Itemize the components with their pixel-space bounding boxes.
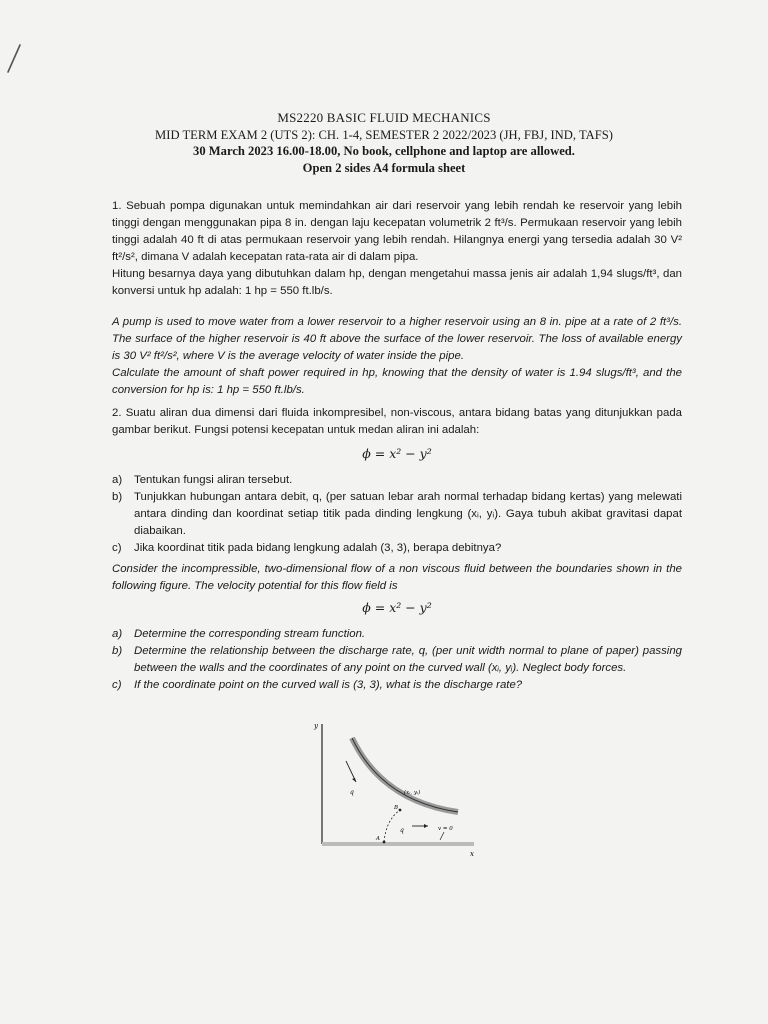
question-1-english — [112, 314, 682, 399]
exam-title: MID TERM EXAM 2 (UTS 2): CH. 1-4, SEMESTER 2 2022/2023 (JH, FBJ, IND, TAFS) — [155, 127, 613, 142]
item-text: Tunjukkan hubungan antara debit, q, (per satuan lebar arah normal terhadap bidang kertas) yang melewati antara dinding dan koordinat setiap titik pada dinding lengkung (xᵢ, yᵢ). Gaya tubuh akibat gravitasi dapat diabaikan. — [134, 491, 682, 537]
bottom-wall — [322, 842, 474, 846]
list-item — [112, 677, 682, 694]
exam-date-rules: 30 March 2023 16.00-18.00, No book, cellphone and laptop are allowed. — [193, 144, 575, 158]
q2-id-intro: 2. Suatu aliran dua dimensi dari fluida inkompresibel, non-viscous, antara bidang batas yang ditunjukkan pada gambar berikut. Fungsi potensi kecepatan untuk medan aliran ini adalah: — [112, 407, 682, 436]
q2-en-intro: Consider the incompressible, two-dimensional flow of a non viscous fluid between the boundaries shown in the following figure. The velocity potential for this flow field is — [112, 563, 682, 592]
item-text: Determine the relationship between the discharge rate, q, (per unit width normal to plane of paper) passing between the walls and the coordinates of any point on the curved wall (xᵢ, yᵢ). Neglect body forces. — [134, 645, 682, 674]
question-2-indonesian-items — [112, 472, 682, 557]
item-marker: a) — [112, 474, 123, 486]
q1-en-paragraph-1: A pump is used to move water from a lower reservoir to a higher reservoir using an 8 in. pipe at a rate of 2 ft³/s. The surface of the higher reservoir is 40 ft above the surface of the lower reservoir. The loss of available energy is 30 V² ft²/s², where V is the average velocity of water inside the pipe. — [112, 316, 682, 362]
item-text: Tentukan fungsi aliran tersebut. — [134, 474, 293, 486]
velocity-potential-equation-1: ϕ = x² − y² — [362, 446, 432, 461]
point-a — [383, 841, 386, 844]
q-label-upper: q — [350, 789, 354, 796]
item-marker: c) — [112, 679, 122, 691]
exam-header — [0, 110, 768, 176]
velocity-potential-equation-2: ϕ = x² − y² — [362, 600, 432, 615]
streamline-ab — [384, 810, 400, 842]
item-marker: a) — [112, 628, 123, 640]
list-item — [112, 643, 682, 677]
item-text: Determine the corresponding stream function. — [134, 628, 366, 640]
curved-wall — [352, 738, 458, 812]
question-2-english-intro — [112, 561, 682, 595]
list-item — [112, 472, 682, 489]
question-1-indonesian — [112, 198, 682, 300]
list-item — [112, 489, 682, 540]
x-axis-label: x — [470, 850, 474, 858]
point-b — [399, 809, 402, 812]
formula-sheet-note: Open 2 sides A4 formula sheet — [302, 160, 466, 175]
question-2-english-items — [112, 626, 682, 694]
item-marker: b) — [112, 491, 123, 503]
course-title: MS2220 BASIC FLUID MECHANICS — [277, 110, 491, 125]
q-label-lower: q — [400, 827, 404, 834]
a-label: A — [376, 836, 380, 842]
y-axis-label: y — [314, 722, 318, 730]
q1-en-paragraph-2: Calculate the amount of shaft power required in hp, knowing that the density of water is 1.94 slugs/ft³, and the conversion for hp is: 1 hp = 550 ft.lb/s. — [112, 367, 682, 396]
item-text: If the coordinate point on the curved wall is (3, 3), what is the discharge rate? — [134, 679, 523, 691]
q1-id-paragraph-2: Hitung besarnya daya yang dibutuhkan dalam hp, dengan mengetahui massa jenis air adalah 1,94 slugs/ft³, dan konversi untuk hp adalah: 1 hp = 550 ft.lb/s. — [112, 268, 682, 297]
b-label: B — [394, 805, 399, 811]
pen-mark — [0, 0, 40, 90]
q1-id-paragraph-1: 1. Sebuah pompa digunakan untuk memindahkan air dari reservoir yang lebih rendah ke reservoir yang lebih tinggi dengan menggunakan pipa 8 in. dengan laju kecepatan volumetrik 2 ft³/s. Permukaan reservoir yang lebih tinggi adalah 40 ft di atas permukaan reservoir yang lebih rendah. Hilangnya energi yang tersedia adalah 30 V² ft²/s², dimana V adalah kecepatan rata-rata air di dalam pipa. — [112, 200, 682, 263]
item-text: Jika koordinat titik pada bidang lengkung adalah (3, 3), berapa debitnya? — [134, 542, 502, 554]
point-coordinate-label: (xᵢ, yᵢ) — [404, 790, 421, 796]
flow-boundary-figure — [312, 716, 482, 864]
question-2-indonesian-intro — [112, 405, 682, 439]
v-zero-label: v = 0 — [438, 826, 453, 832]
item-marker: c) — [112, 542, 122, 554]
list-item — [112, 540, 682, 557]
list-item — [112, 626, 682, 643]
item-marker: b) — [112, 645, 123, 657]
